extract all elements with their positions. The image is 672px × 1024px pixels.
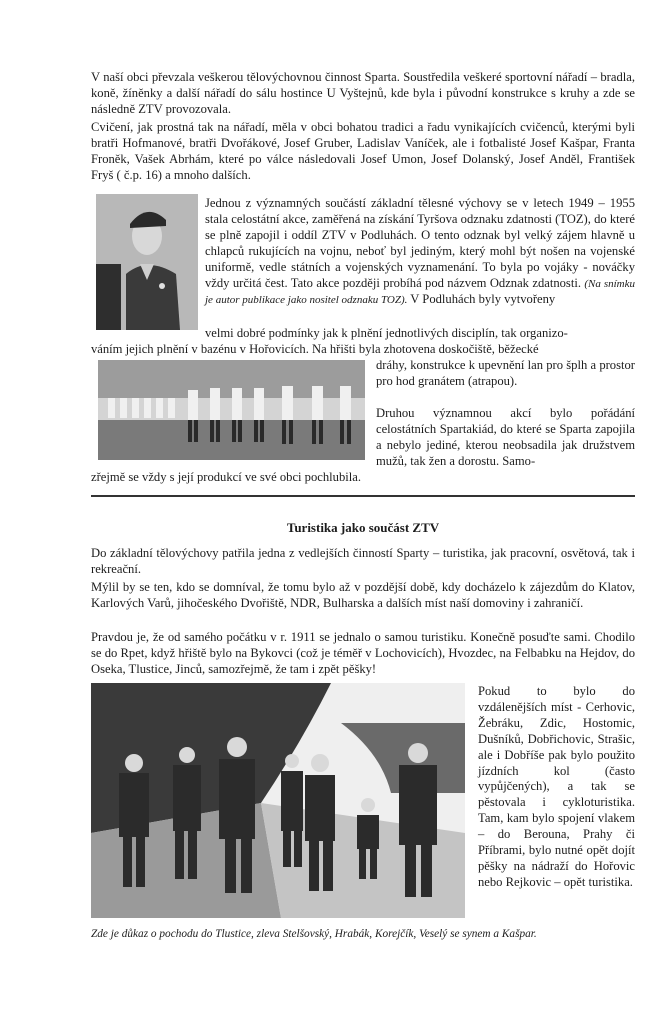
section-divider — [91, 495, 635, 497]
gymnasts-group-photo — [98, 360, 365, 460]
toz-text: Jednou z významných součástí základní tělesné výchovy se v letech 1949 – 1955 stala celostátní akce, zaměřená na získání Tyršova odznaku zdatnosti (TOZ), do které se plně zapojil i oddíl ZTV v Podluhách. O tento odznak byl velký zájem hlavně u chlapců rukujících na vojnu, neboť byl jediným, který mohl být nošen na vojenské uniformě, vedle státních a vojenských vyznamenání. To byla po vojáky - nováčky vždy určitá čest. Tato akce později probíhá pod názvem Odznak zdatnosti. — [205, 196, 635, 290]
paragraph-turistika-intro: Do základní tělovýchovy patřila jedna z vedlejších činností Sparty – turistika, jak pracovní, osvětová, tak i rekreační. — [91, 546, 635, 576]
paragraph-excursions: Mýlil by se ten, kdo se domníval, že tomu bylo až v pozdější době, kdy docházelo k zájezdům do Klatov, Karlových Varů, jihočeského Dvořiště, NDR, Bulharska a dalších míst naší domoviny i zahraničí. — [91, 580, 635, 610]
paragraph-tracks: dráhy, konstrukce k upevnění lan pro šplh a prostor pro hod granátem (atrapou). — [376, 358, 635, 388]
paragraph-gymnasts: Cvičení, jak prostná tak na nářadí, měla v obci bohatou tradici a řadu vynikajících cvičenců, kterými byli bratři Hofmanové, bratři Dvořákové, Josef Gruber, Ladislav Vaníček, ale i fotbalisté Josef Kašpar, Franta Froněk, Vašek Abrhám, které po válce následovali Josef Umon, Josef Dolanský, Josef Anděl, František Fryš ( č.p. 16) a mnoho dalších. — [91, 120, 635, 182]
soldier-figure — [96, 194, 198, 330]
paragraph-cyclotourism: Pokud to bylo do vzdálenějších míst - Cerhovic, Žebráku, Zdic, Hostomic, Dušníků, Dobřichovic, Strašic, ale i Dobříše pak bylo použito jízdních kol (často vypůjčených), a tak se pěstovala i cykloturistika. Tam, kam bylo spojení vlakem – do Berouna, Prahy či Příbrami, bylo nutné opět dojít pěšky na nádraží do Hořovic nebo Rejkovic – opět turistika. — [478, 684, 635, 889]
paragraph-sparta-equipment: V naší obci převzala veškerou tělovýchovnou činnost Sparta. Soustředila veškeré sportovní nářadí – bradla, koně, žíněnky a další nářadí do sálu hostince U Vyštejnů, kde byla i původní konstrukce s kruhy a zde se následně ZTV provozovala. — [91, 70, 635, 116]
toz-photo-note: (Na snímku je autor publikace jako nositel odznaku TOZ). — [205, 277, 635, 307]
hikers-photo-caption: Zde je důkaz o pochodu do Tlustice, zleva Stelšovský, Hrabák, Korejčík, Veselý se synem a Kašpar. — [91, 928, 537, 940]
gymnasts-scene — [98, 360, 365, 460]
paragraph-spartakiad: Druhou významnou akcí bylo pořádání celostátních Spartakiád, do které se Sparta zapojila a nebylo jediné, kterou neobsadila jak družstvem mužů, tak žen a dorostu. Samo- — [376, 406, 635, 468]
paragraph-pool: váním jejich plnění v bazénu v Hořovicích. Na hřišti byla zhotovena doskočiště, běžecké — [91, 342, 539, 356]
section-heading-turistika: Turistika jako součást ZTV — [286, 520, 440, 535]
paragraph-toz-conditions: velmi dobré podmínky jak k plnění jednotlivých disciplín, tak organizo- — [205, 326, 568, 340]
soldier-portrait-photo — [96, 194, 198, 330]
hikers-scene — [91, 683, 465, 918]
paragraph-toz-badge — [205, 196, 635, 309]
toz-tail-1: V Podluhách byly vytvořeny — [410, 292, 556, 307]
paragraph-since-1911: Pravdou je, že od samého počátku v r. 1911 se jednalo o samou turistiku. Konečně posuďte sami. Chodilo se do Rpet, když hřiště bylo na Bykovci (což je téměř v Lochovicích), Hvozdec, na Felbabku na Hejdov, do Oseka, Tlustice, Jinců, samozřejmě, že tam i zpět pěšky! — [91, 630, 635, 676]
hikers-photo — [91, 683, 465, 918]
paragraph-spartakiad-end: zřejmě se vždy s její produkcí ve své obci pochlubila. — [91, 470, 361, 484]
